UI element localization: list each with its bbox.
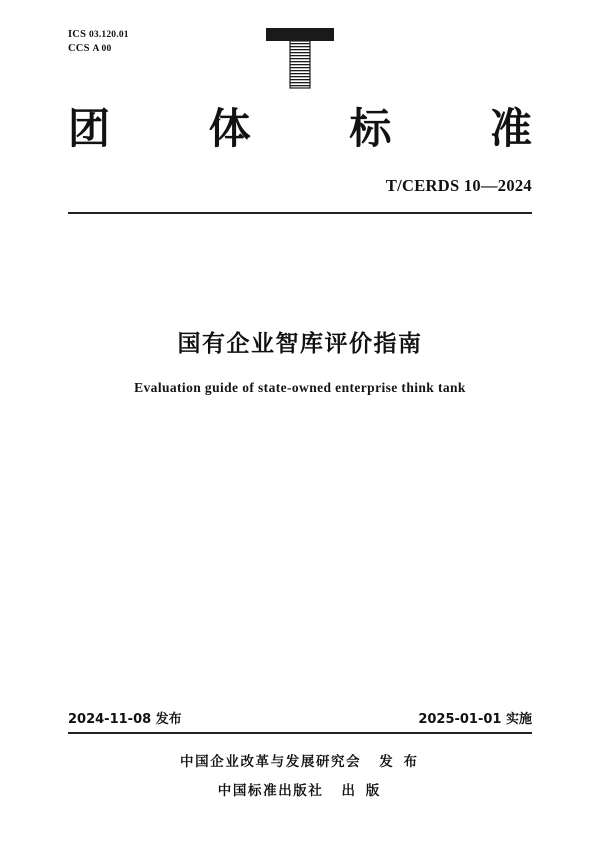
- document-title-cn: 国有企业智库评价指南: [177, 331, 423, 357]
- ics-code-line: [68, 28, 129, 42]
- date-row: [68, 708, 532, 727]
- publisher-name: 中国企业改革与发展研究会: [180, 754, 362, 770]
- big-title-char-3: 准: [489, 104, 532, 153]
- big-title-char-1: 体: [208, 104, 251, 153]
- publisher-row: [0, 779, 600, 799]
- ics-label: ICS: [68, 29, 87, 40]
- big-title-char-2: 标: [349, 104, 392, 153]
- header-divider: [68, 212, 532, 214]
- ccs-value: A 00: [92, 43, 112, 54]
- ccs-code-line: [68, 42, 129, 56]
- publisher-name: 中国标准出版社: [217, 783, 324, 799]
- publisher-action: 出 版: [341, 783, 383, 799]
- page-title: [68, 104, 532, 153]
- publisher-block: [0, 750, 600, 808]
- ics-value: 03.120.01: [88, 30, 129, 40]
- standard-number: T/CERDS 10—2024: [385, 176, 532, 195]
- ccs-label: CCS: [68, 42, 90, 54]
- big-title-char-0: 团: [68, 104, 111, 153]
- publisher-row: [0, 750, 600, 770]
- classification-codes: [68, 28, 129, 56]
- effective-date: 2025-01-01 实施: [418, 712, 532, 727]
- issue-date: 2024-11-08 发布: [68, 712, 182, 727]
- footer-divider: [68, 732, 532, 734]
- publisher-action: 发 布: [379, 754, 420, 770]
- document-title-en: Evaluation guide of state-owned enterprise think tank: [134, 380, 466, 395]
